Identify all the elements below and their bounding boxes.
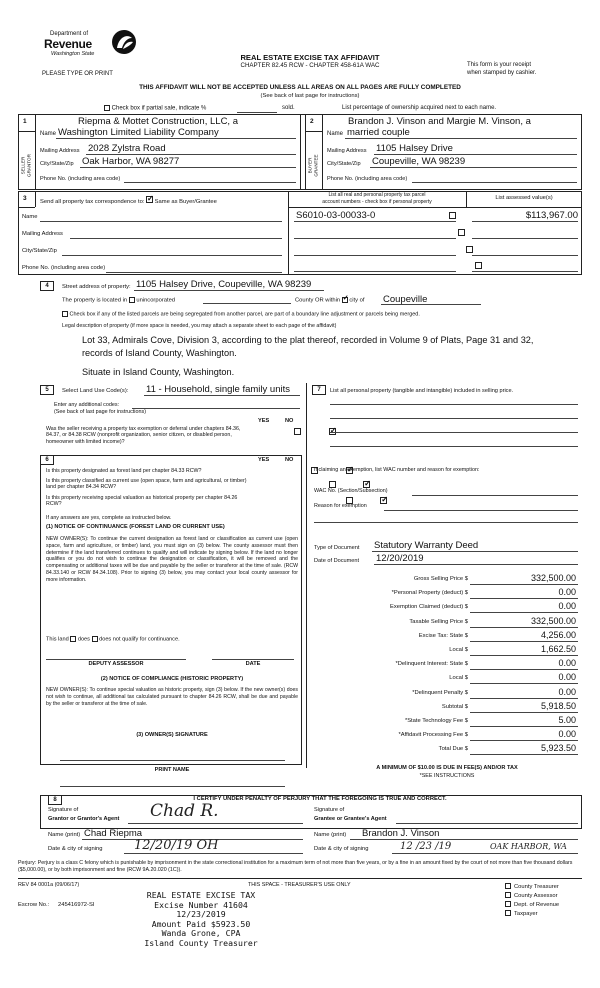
amount-value[interactable]: 4,256.00: [540, 629, 576, 640]
copy-distribution: [505, 883, 559, 919]
stamp-line: Excise Number 41604: [154, 899, 248, 910]
grantor-sig-label-1: Signature of: [48, 807, 79, 813]
if-yes-note: If any answers are yes, complete as instructed below.: [46, 515, 172, 521]
s3-city-label: City/State/Zip: [22, 248, 57, 254]
amount-underline: [470, 754, 578, 755]
copy-checkbox[interactable]: [505, 892, 511, 898]
segregated-line: [62, 311, 420, 318]
copy-item: [505, 901, 559, 910]
does-checkbox[interactable]: [70, 636, 76, 642]
grantee-name[interactable]: Brandon J. Vinson: [362, 828, 440, 839]
parcel-personal-checkbox-3[interactable]: [466, 246, 473, 253]
dor-logo: [42, 28, 142, 68]
additional-codes-2: (See back of last page for instructions): [54, 409, 146, 415]
personal-property-label: List all personal property (tangible and intangible) included in selling price.: [330, 388, 514, 394]
seller-side-label: SELLER GRANTOR: [20, 154, 31, 177]
copy-label: Dept. of Revenue: [514, 901, 560, 908]
buyer-mailing[interactable]: 1105 Halsey Drive: [376, 143, 453, 154]
county-or-within: [295, 297, 365, 304]
q-historic: Is this property receiving special valuation as historical property per chapter 84.26 RCW?: [46, 495, 238, 508]
amount-underline: [470, 641, 578, 642]
receipt-note-1: This form is your receipt: [467, 62, 532, 68]
amount-value[interactable]: 0.00: [558, 672, 576, 683]
parcel-header-2: account numbers - check box if personal property: [322, 199, 432, 205]
amount-value[interactable]: 0.00: [558, 587, 576, 598]
grantee-sig-label-2: Grantee or Grantee's Agent: [314, 816, 387, 822]
stamp-line: Wanda Grone, CPA: [161, 928, 241, 939]
q-forest: Is this property designated as forest land per chapter 84.33 RCW?: [46, 468, 202, 474]
grantor-name[interactable]: Chad Riepma: [84, 828, 143, 839]
q-historic-no-checkbox[interactable]: [380, 497, 387, 504]
same-as-buyer-checkbox[interactable]: [146, 196, 153, 203]
amount-label: *State Technology Fee $: [404, 718, 468, 724]
doc-date-label: Date of Document: [314, 558, 360, 564]
seller-name-2[interactable]: Washington Limited Liability Company: [58, 127, 219, 138]
amount-row: [312, 672, 582, 685]
amount-row: [312, 601, 582, 614]
segregated-checkbox[interactable]: [62, 311, 68, 317]
grantor-sig-label-2: Grantor or Grantor's Agent: [48, 816, 120, 822]
seller-mailing[interactable]: 2028 Zylstra Road: [88, 143, 166, 154]
exemption-question: Was the seller receiving a property tax exemption or deferral under chapters 84.36, 84.37, or 84.38 RCW (nonprofit organization, senior citizen, or disabled person, homeowner with limited income)?: [46, 426, 241, 445]
seller-num: 1: [23, 118, 27, 125]
amount-label: *Personal Property (deduct) $: [391, 590, 468, 597]
partial-sale-checkbox[interactable]: [104, 105, 110, 111]
amount-label: *Affidavit Processing Fee $: [398, 732, 468, 739]
exemption-claim-label: If claiming an exemption, list WAC number and reason for exemption:: [314, 467, 480, 473]
legal-desc-1: Lot 33, Admirals Cove, Division 3, according to the plat thereof, recorded in Volume 9 of Plats, Page 31 and 32,: [82, 335, 534, 345]
seller-name-label: Name: [40, 131, 57, 137]
amount-value[interactable]: 5,918.50: [540, 700, 576, 711]
s5-no: NO: [285, 418, 294, 424]
send-correspondence: [40, 196, 217, 206]
amount-label: Total Due $: [438, 746, 468, 753]
buyer-phone-label: Phone No. (including area code): [327, 176, 408, 182]
form-chapter: CHAPTER 82.45 RCW - CHAPTER 458-61A WAC: [240, 62, 380, 69]
amount-value[interactable]: 5.00: [558, 715, 576, 725]
notice2-title: (2) NOTICE OF COMPLIANCE (HISTORIC PROPERTY): [100, 676, 244, 682]
section6-num: 6: [40, 455, 54, 465]
send-label: Send all property tax correspondence to:: [40, 199, 145, 205]
this-land-label: This land: [46, 636, 69, 643]
doc-type[interactable]: Statutory Warranty Deed: [374, 540, 479, 551]
amount-value[interactable]: 0.00: [558, 729, 576, 740]
amount-underline: [470, 740, 578, 741]
s3-name-label: Name: [22, 214, 38, 220]
amount-underline: [470, 627, 578, 628]
amount-value[interactable]: 0.00: [558, 686, 576, 697]
amount-value[interactable]: 0.00: [558, 658, 576, 669]
unincorporated-label: unincorporated: [136, 297, 176, 304]
located-line: [62, 297, 175, 304]
parcel-number[interactable]: S6010-03-00033-0: [296, 210, 376, 221]
escrow-number: 245416972-SI: [58, 902, 95, 908]
logo-state: Washington State: [51, 51, 95, 57]
amount-label: Excise Tax: State $: [418, 632, 468, 639]
print-name-label: PRINT NAME: [154, 767, 190, 773]
amount-underline: [470, 726, 578, 727]
section8-num: 8: [48, 795, 62, 805]
copy-checkbox[interactable]: [505, 901, 511, 907]
segregated-label: Check box if any of the listed parcels are being segregated from another parcel, are part of a boundary line adjustment or parcels being merged.: [69, 311, 420, 318]
see-instructions: *SEE INSTRUCTIONS: [419, 773, 475, 779]
assessed-header: List assessed value(s): [495, 195, 553, 201]
city-of-label: city of: [349, 297, 365, 304]
doc-type-label: Type of Document: [314, 545, 360, 551]
located-label: The property is located in: [62, 297, 128, 304]
seller-city[interactable]: Oak Harbor, WA 98277: [82, 156, 180, 167]
amount-underline: [470, 598, 578, 599]
seller-mailing-label: Mailing Address: [40, 148, 80, 154]
stamp-line: 12/23/2019: [176, 909, 226, 920]
amount-value[interactable]: 5,923.50: [540, 743, 576, 754]
ownership-note: List percentage of ownership acquired next to each name.: [342, 105, 497, 111]
grantor-date-city[interactable]: 12/20/19 OH: [134, 838, 219, 853]
stamp-line: Amount Paid $5923.50: [151, 918, 251, 929]
amount-underline: [470, 655, 578, 656]
buyer-city-label: City/State/Zip: [327, 161, 361, 167]
parcel-header-1: List all real and personal property tax parcel: [328, 192, 426, 198]
warning-banner: THIS AFFIDAVIT WILL NOT BE ACCEPTED UNLESS ALL AREAS ON ALL PAGES ARE FULLY COMPLETED: [139, 84, 461, 91]
notice1-body: NEW OWNER(S): To continue the current designation as forest land or classification as current use (open space, farm and agriculture, or timber) land, you must sign on (3) below. The county assessor must then determine if the land transferred continues to qualify and will indicate by signing below. If the land no longer qualifies or you do not wish to continue the designation or classification, it will be removed and the compensating or additional taxes will be due and payable by the seller or transferor at the time of sale. (RCW 84.33.140 or RCW 84.34.108). Prior to signing (3) below, you may contact your local county assessor for more information.: [46, 536, 298, 583]
amount-row: [312, 743, 582, 756]
amount-row: [312, 729, 582, 742]
stamp-line: Island County Treasurer: [144, 937, 258, 948]
copy-checkbox[interactable]: [505, 910, 511, 916]
minimum-note: A MINIMUM OF $10.00 IS DUE IN FEE(S) AND/OR TAX: [376, 765, 518, 771]
additional-codes-1: Enter any additional codes:: [54, 402, 120, 408]
amount-label: Local $: [449, 647, 468, 653]
amount-underline: [470, 712, 578, 713]
sold-label: sold.: [282, 105, 295, 111]
notice2-body: NEW OWNER(S): To continue special valuation as historic property, sign (3) below. If the new owner(s) does not wish to continue, all additional tax calculated pursuant to chapter 84.26 RCW, shall be due and payable by the seller or transferor at the time of sale.: [46, 687, 298, 707]
logo-name: Revenue: [44, 37, 92, 51]
certify-line: I CERTIFY UNDER PENALTY OF PERJURY THAT THE FOREGOING IS TRUE AND CORRECT.: [193, 796, 447, 802]
legal-label: Legal description of property (if more space is needed, you may attach a separate sheet to each page of the affidavit): [62, 323, 337, 329]
parcel-personal-checkbox-2[interactable]: [458, 229, 465, 236]
qualify-line: [46, 636, 180, 643]
partial-sale-label: Check box if partial sale, indicate %: [111, 105, 207, 112]
seller-name-1: Riepma & Mottet Construction, LLC, a: [78, 116, 238, 127]
buyer-side-label: BUYER GRANTEE: [307, 154, 318, 177]
seller-phone-label: Phone No. (including area code): [40, 176, 121, 182]
same-as-label: Same as Buyer/Grantee: [154, 199, 217, 205]
amount-underline: [470, 698, 578, 699]
amount-row: [312, 687, 582, 700]
amount-value[interactable]: 332,500.00: [530, 615, 576, 626]
grantee-city[interactable]: OAK HARBOR, WA: [490, 842, 567, 851]
amount-underline: [470, 612, 578, 613]
amount-row: [312, 630, 582, 643]
q-current-use-no-checkbox[interactable]: [363, 481, 370, 488]
deputy-assessor: DEPUTY ASSESSOR: [88, 661, 144, 667]
grantor-name-label: Name (print): [48, 832, 81, 838]
amount-label: Gross Selling Price $: [413, 576, 468, 582]
amount-label: *Delinquent Interest: State $: [395, 661, 468, 668]
escrow-label: Escrow No.:: [18, 902, 50, 908]
parcel-personal-checkbox-4[interactable]: [475, 262, 482, 269]
copy-item: [505, 892, 559, 901]
perjury-note: Perjury: Perjury is a class C felony which is punishable by imprisonment in the state correctional institution for a maximum term of not more than five years, or by a fine in an amount fixed by the court of not more than five thousand dollars ($5,000.00), or by both imprisonment and fine (RCW 9A.20.020 (1C)).: [18, 860, 573, 874]
partial-sale: [104, 105, 206, 113]
s5-yes: YES: [258, 418, 270, 424]
seller-city-label: City/State/Zip: [40, 161, 74, 167]
buyer-city[interactable]: Coupeville, WA 98239: [372, 156, 466, 167]
land-use-label: Select Land Use Code(s):: [62, 388, 129, 394]
land-use-code[interactable]: 11 - Household, single family units: [146, 384, 290, 395]
county-or-within-label: County OR within: [295, 297, 341, 304]
amount-underline: [470, 584, 578, 585]
s6-no: NO: [285, 457, 294, 463]
amount-row: [312, 715, 582, 728]
rev-number: REV 84 0001a (09/06/17): [18, 882, 80, 888]
s6-yes: YES: [258, 457, 270, 463]
buyer-name-1: Brandon J. Vinson and Margie M. Vinson, a: [348, 116, 531, 127]
grantee-name-label: Name (print): [314, 832, 347, 838]
parcel-personal-checkbox-1[interactable]: [449, 212, 456, 219]
amount-row: [312, 701, 582, 714]
assessed-value[interactable]: $113,967.00: [525, 210, 578, 221]
notice1-title: (1) NOTICE OF CONTINUANCE (FOREST LAND OR CURRENT USE): [46, 524, 225, 530]
copy-item: [505, 910, 559, 919]
street-label: Street address of property:: [62, 284, 131, 290]
section3-num: 3: [23, 195, 27, 202]
section4-num: 4: [40, 281, 54, 291]
copy-item: [505, 883, 559, 892]
amount-label: *Delinquent Penalty $: [412, 689, 468, 696]
owner-signature-label: (3) OWNER(S) SIGNATURE: [136, 732, 208, 738]
amount-underline: [470, 669, 578, 670]
amount-value[interactable]: 1,662.50: [540, 644, 576, 654]
grantor-signature[interactable]: Chad R.: [150, 801, 219, 821]
copy-label: County Treasurer: [514, 884, 559, 890]
amount-label: Subtotal $: [441, 703, 468, 710]
copy-checkbox[interactable]: [505, 883, 511, 889]
treasurer-stamp: [96, 891, 306, 948]
q-current-use: Is this property classified as current use (open space, farm and agricultural, or timber) land per chapter 84.34 RCW?: [46, 478, 247, 491]
does-not-label: does not qualify for continuance.: [99, 636, 180, 643]
amount-row: [312, 644, 582, 657]
doc-date[interactable]: 12/20/2019: [376, 553, 424, 564]
city-value[interactable]: Coupeville: [383, 294, 428, 305]
buyer-name-label: Name: [327, 131, 344, 137]
buyer-mailing-label: Mailing Address: [327, 148, 367, 154]
amount-row: [312, 587, 582, 600]
amount-value[interactable]: 332,500.00: [530, 573, 576, 583]
amount-row: [312, 658, 582, 671]
city-of-checkbox[interactable]: [342, 297, 348, 303]
stamp-line: REAL ESTATE EXCISE TAX: [146, 890, 256, 900]
deputy-date: DATE: [245, 661, 261, 667]
unincorporated-checkbox[interactable]: [129, 297, 135, 303]
logo-dept: Department of: [50, 31, 89, 37]
s3-phone-label: Phone No. (including area code): [22, 265, 106, 271]
legal-desc-3: Situate in Island County, Washington.: [82, 367, 235, 377]
legal-desc-2: records of Island County, Washington.: [82, 348, 237, 358]
amount-row: [312, 616, 582, 629]
copy-label: Taxpayer: [514, 910, 538, 917]
amount-row: [312, 573, 582, 586]
grantor-date-label: Date & city of signing: [48, 846, 103, 852]
form-title: REAL ESTATE EXCISE TAX AFFIDAVIT: [240, 53, 380, 62]
grantee-sig-label-1: Signature of: [314, 807, 345, 813]
s5-yes-checkbox[interactable]: [294, 428, 301, 435]
amount-label: Exemption Claimed (deduct) $: [390, 604, 468, 611]
wac-label: WAC No. (Section/Subsection): [314, 488, 388, 494]
street-address[interactable]: 1105 Halsey Drive, Coupeville, WA 98239: [136, 279, 312, 290]
instructions-note: (See back of last page for instructions): [260, 93, 360, 99]
does-label: does: [77, 636, 90, 643]
amount-value[interactable]: 0.00: [558, 601, 576, 612]
q-current-use-yes-checkbox[interactable]: [329, 481, 336, 488]
buyer-name-2[interactable]: married couple: [347, 127, 410, 138]
grantee-date-label: Date & city of signing: [314, 846, 369, 852]
logo-emblem-icon: [110, 28, 138, 56]
please-type: PLEASE TYPE OR PRINT: [42, 71, 113, 77]
amount-label: Local $: [449, 675, 468, 682]
reason-label: Reason for exemption: [314, 503, 367, 509]
section7-num: 7: [312, 385, 326, 395]
receipt-note-2: when stamped by cashier.: [467, 70, 537, 76]
copy-label: County Assessor: [514, 892, 558, 899]
s3-mailing-label: Mailing Address: [22, 231, 63, 237]
amount-label: Taxable Selling Price $: [409, 618, 468, 625]
grantee-date[interactable]: 12 /23 /19: [400, 841, 452, 852]
section5-num: 5: [40, 385, 54, 395]
does-not-checkbox[interactable]: [92, 636, 98, 642]
treasurer-space: THIS SPACE - TREASURER'S USE ONLY: [248, 882, 351, 888]
amount-underline: [470, 683, 578, 684]
buyer-num: 2: [310, 118, 314, 125]
